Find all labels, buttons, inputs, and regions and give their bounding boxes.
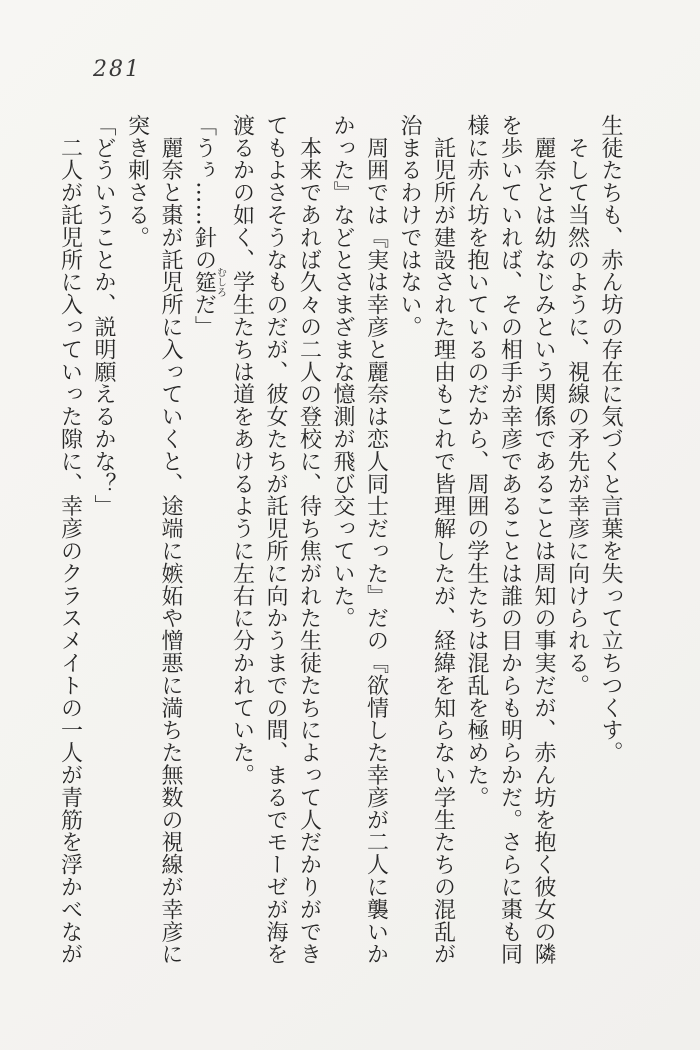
text-line: 生徒たちも、赤ん坊の存在に気づくと言葉を失って立ちつくす。 <box>598 114 623 764</box>
text-line: かった』などとさまざまな憶測が飛び交っていた。 <box>330 114 355 630</box>
furigana-ruby <box>191 267 226 298</box>
ruby-text: むしろ <box>214 267 226 298</box>
text-line: そして当然のように、視線の矛先が幸彦に向けられる。 <box>564 114 590 697</box>
text-line: 麗奈とは幼なじみという関係であることは周知の事実だが、赤ん坊を抱く彼女の隣 <box>531 114 556 966</box>
text-line: 「どういうことか、説明願えるかな？」 <box>91 114 116 518</box>
text-line: 渡るかの如く、学生たちは道をあけるように左右に分かれていた。 <box>229 114 255 786</box>
vertical-text-block <box>53 114 627 966</box>
text-line: 託児所が建設された理由もこれで皆理解したが、経緯を知らない学生たちの混乱が <box>430 114 456 966</box>
text-line: 突き刺さる。 <box>124 114 150 249</box>
text-line: 様に赤ん坊を抱いているのだから、周囲の学生たちは混乱を極めた。 <box>464 114 489 809</box>
text-line: を歩いていれば、その相手が幸彦であることは誰の目からも明らかだ。さらに棗も同 <box>497 114 523 966</box>
ruby-base: 筵 <box>191 267 217 298</box>
page-number: 281 <box>93 57 141 82</box>
text-line: 本来であれば久々の二人の登校に、待ち焦がれた生徒たちによって人だかりができ <box>296 114 322 966</box>
text-line: 周囲では『実は幸彦と麗奈は恋人同士だった』だの『欲情した幸彦が二人に襲いか <box>363 114 389 966</box>
text-line: 二人が託児所に入っていった隙に、幸彦のクラスメイトの一人が青筋を浮かべなが <box>57 114 83 966</box>
text-line: てもよさそうなものだが、彼女たちが託児所に向かうまでの間、まるでモーゼが海を <box>263 114 288 966</box>
text-line: 治まるわけではない。 <box>397 114 422 338</box>
text-segment: 「うぅ……針の <box>191 114 217 271</box>
text-line: 麗奈と棗が託児所に入っていくと、途端に嫉妬や憎悪に満ちた無数の視線が幸彦に <box>158 114 183 966</box>
text-line-with-ruby <box>187 114 225 966</box>
text-segment: だ」 <box>191 293 217 339</box>
